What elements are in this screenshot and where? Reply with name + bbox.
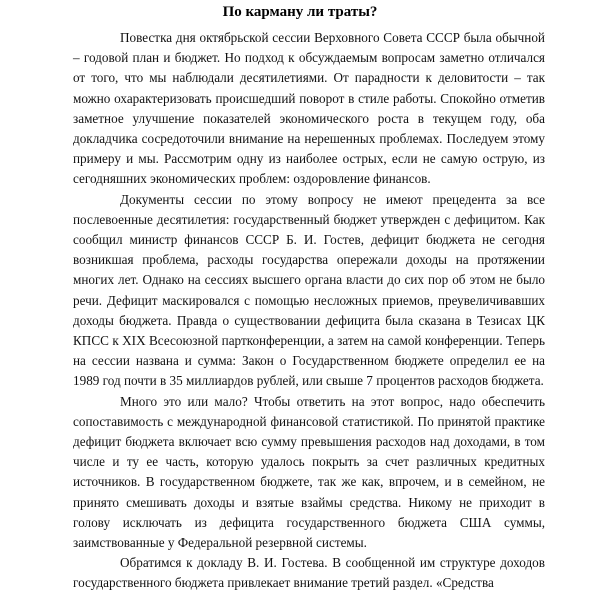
article-body xyxy=(73,28,545,594)
article-title: По карману ли траты? xyxy=(222,4,378,20)
paragraph-2: Документы сессии по этому вопросу не имеют прецедента за все послевоенные десятилетия: государственный бюджет утвержден с дефицитом. Как сообщил министр финансов СССР Б. И. Гостев, дефицит бюджета не сегодня возникшая проблема, расходы государства опережали доходы на протяжении многих лет. Однако на сессиях высшего органа власти до сих пор об этом не было речи. Дефицит маскировался с помощью несложных приемов, преувеличивавших доходы бюджета. Правда о существовании дефицита была сказана в Тезисах ЦК КПСС к XIX Всесоюзной партконференции, а затем на самой конференции. Теперь на сессии названа и сумма: Закон о Государственном бюджете определил ее на 1989 год почти в 35 миллиардов рублей, или свыше 7 процентов расходов бюджета. xyxy=(73,191,545,389)
paragraph-3: Много это или мало? Чтобы ответить на этот вопрос, надо обеспечить сопоставимость с международной финансовой статистикой. По принятой практике дефицит бюджета включает всю сумму превышения расходов над доходами, в том числе и ту ее часть, которую удалось покрыть за счет различных кредитных источников. В государственном бюджете, так же как, впрочем, и в семейном, не принято смешивать доходы и взятые взаймы средства. Никому не приходит в голову исключать из дефицита государственного бюджета США суммы, заимствованные у Федеральной резервной системы. xyxy=(73,393,545,551)
paragraph-1: Повестка дня октябрьской сессии Верховного Совета СССР была обычной – годовой план и бюджет. Но подход к обсуждаемым вопросам заметно отличался от того, что мы наблюдали десятилетиями. От парадности к деловитости – так можно охарактеризовать происшедший поворот в стиле работы. Спокойно отметив заметное улучшение показателей экономического роста в текущем году, оба докладчика сосредоточили внимание на нерешенных проблемах. Последуем этому примеру и мы. Рассмотрим одну из наиболее острых, если не самую острую, из сегодняшних экономических проблем: оздоровление финансов. xyxy=(73,30,545,187)
paragraph-4: Обратимся к докладу В. И. Гостева. В сообщенной им структуре доходов государственного бюджета привлекает внимание третий раздел. «Средства xyxy=(73,555,545,591)
